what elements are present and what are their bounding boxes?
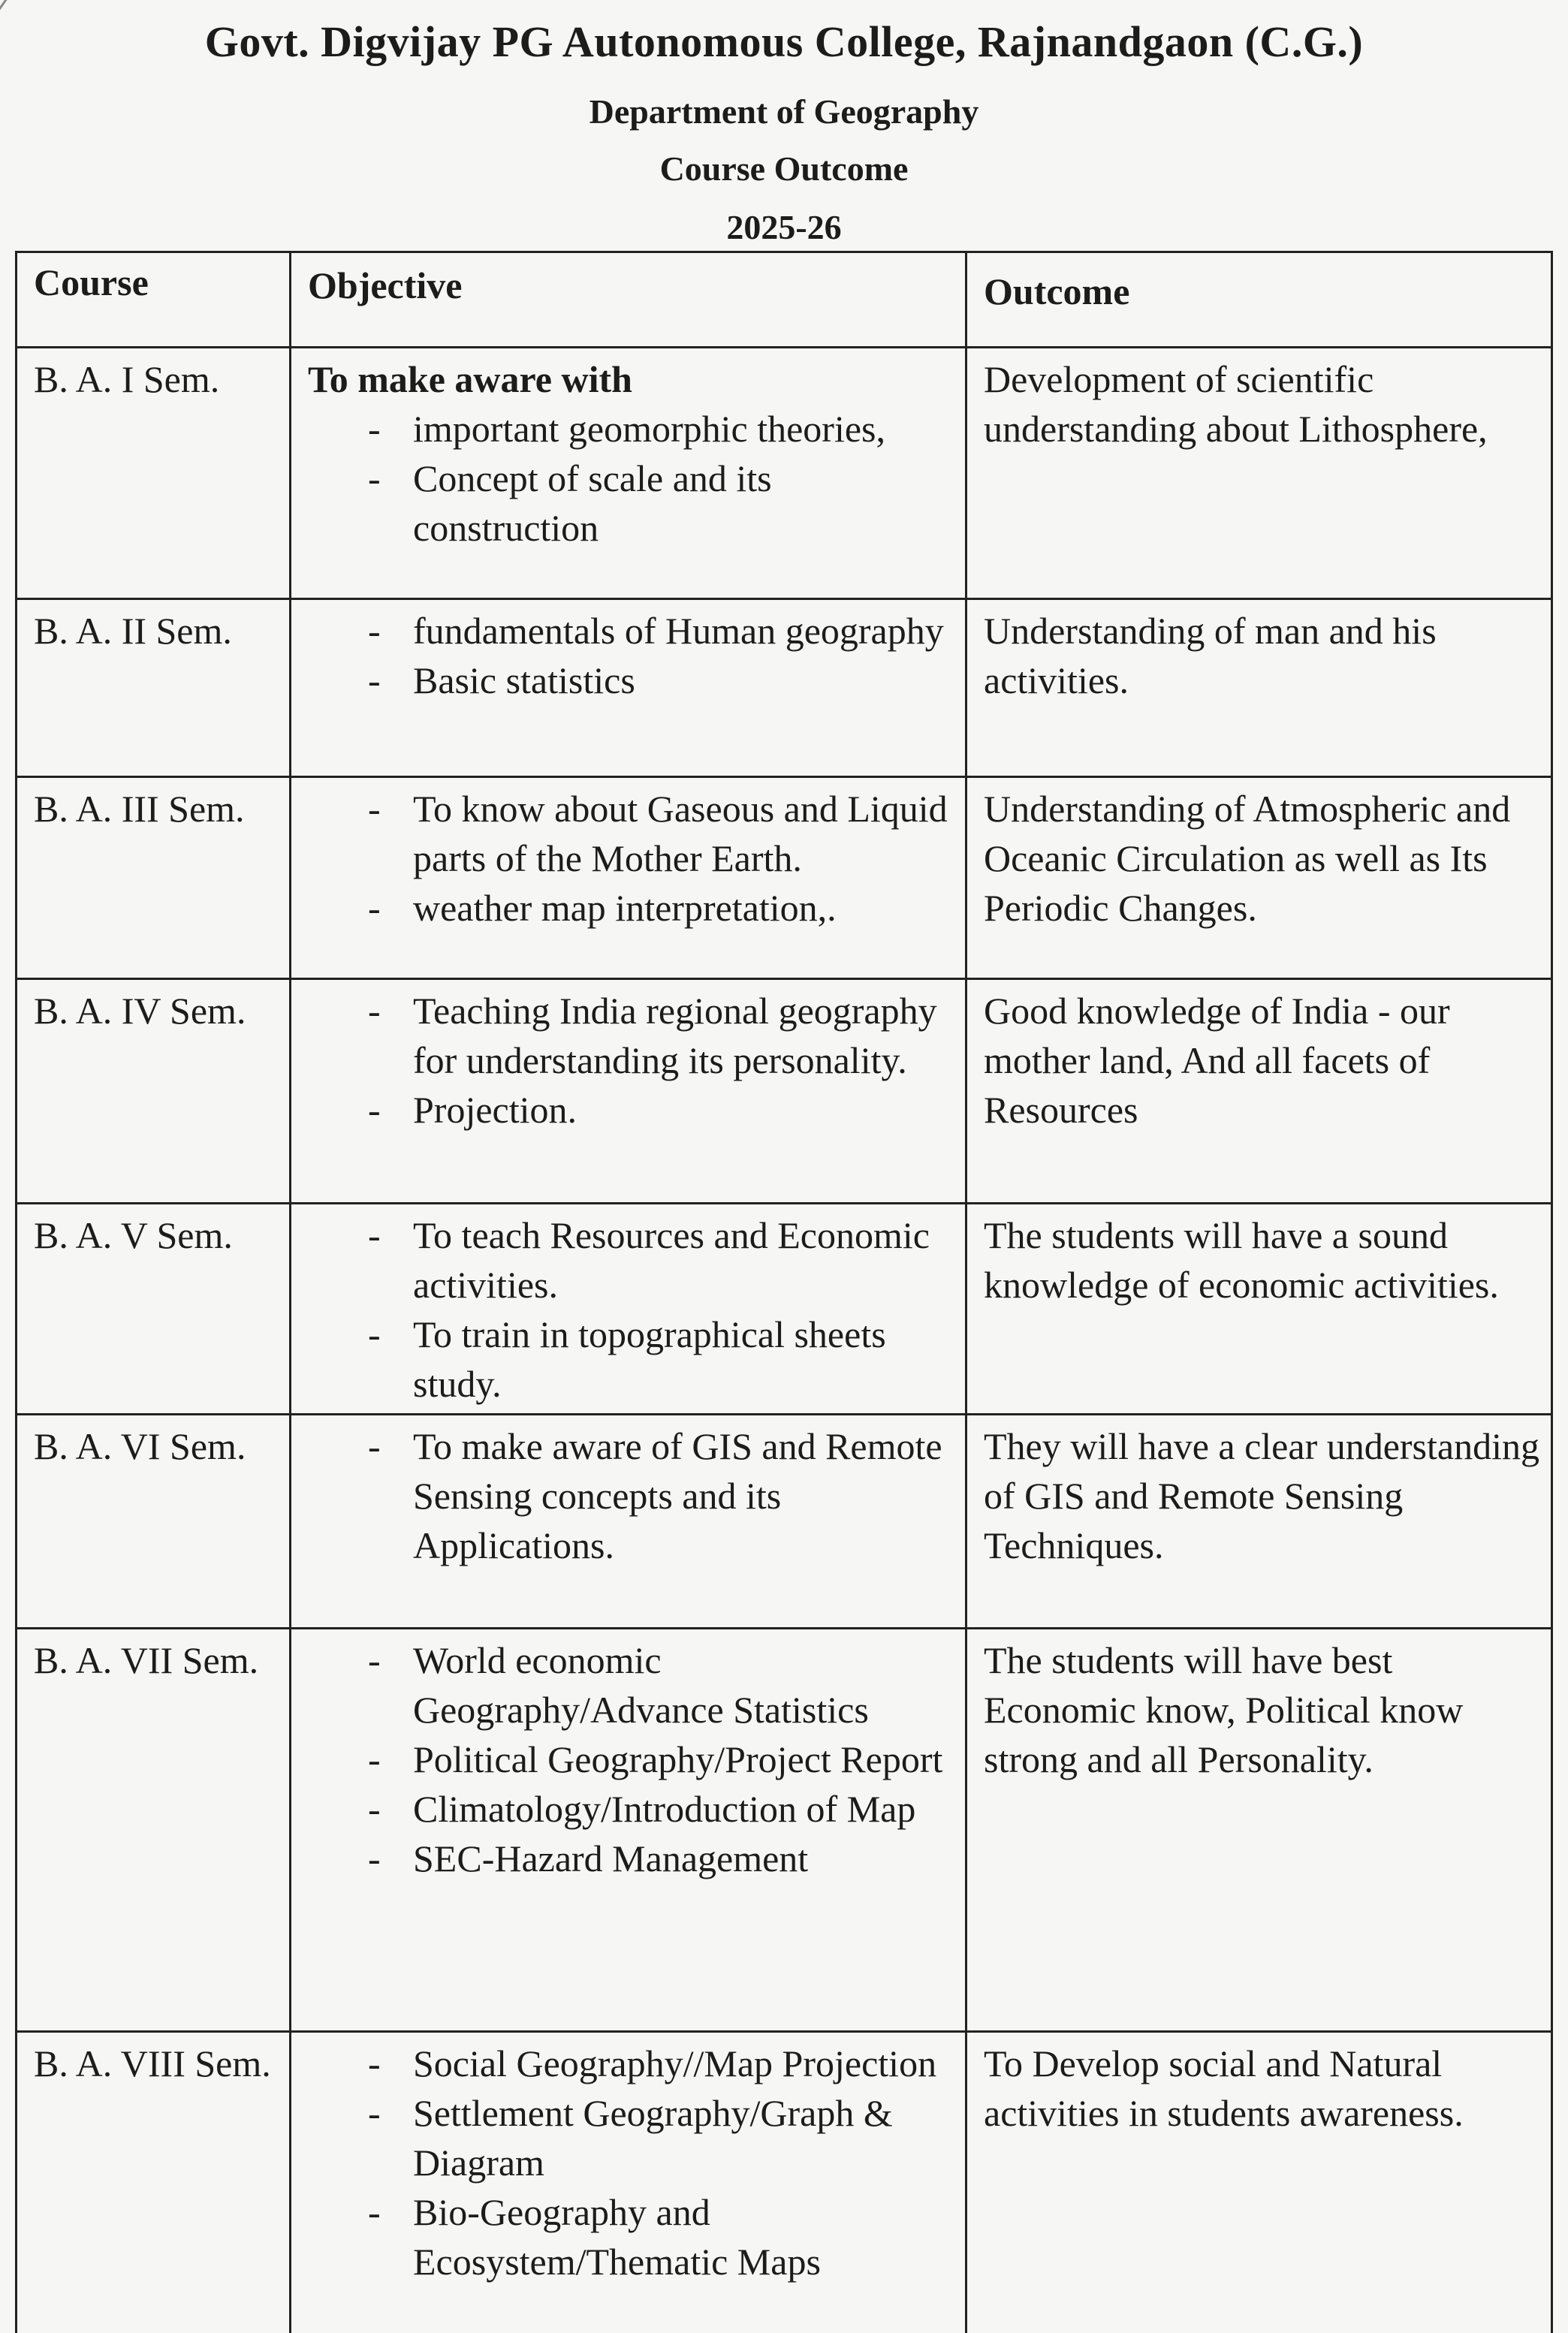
objective-heading: To make aware with <box>308 358 632 400</box>
objective-item: - Political Geography/Project Report <box>308 1735 954 1784</box>
objective-cell <box>291 1629 966 2032</box>
column-header-course: Course <box>17 252 291 348</box>
table-row <box>17 1204 1552 1415</box>
course-cell: B. A. IV Sem. <box>17 979 291 1204</box>
outcome-cell: Understanding of Atmospheric and Oceanic Circulation as well as Its Periodic Changes. <box>966 777 1552 979</box>
objective-item: - SEC-Hazard Management <box>308 1834 954 1883</box>
course-outcome-table <box>15 251 1553 2333</box>
objective-list <box>308 986 954 1135</box>
department-name: Department of Geography <box>589 92 979 131</box>
objective-item: - Concept of scale and its construction <box>308 454 954 553</box>
objective-item: - Settlement Geography/Graph & Diagram <box>308 2088 954 2187</box>
outcome-cell: To Develop social and Natural activities in students awareness. <box>966 2032 1552 2333</box>
academic-session: 2025-26 <box>726 208 842 246</box>
objective-item: - Social Geography//Map Projection <box>308 2039 954 2088</box>
course-cell: B. A. V Sem. <box>17 1204 291 1415</box>
table-row <box>17 777 1552 979</box>
course-cell: B. A. II Sem. <box>17 599 291 777</box>
objective-item: - Bio-Geography and Ecosystem/Thematic Maps <box>308 2187 954 2286</box>
objective-item: - weather map interpretation,. <box>308 883 954 933</box>
course-cell: B. A. VII Sem. <box>17 1629 291 2032</box>
objective-list <box>308 2039 954 2286</box>
column-header-objective: Objective <box>291 252 966 348</box>
objective-cell <box>291 1204 966 1415</box>
table-row <box>17 599 1552 777</box>
objective-list <box>308 784 954 933</box>
course-cell: B. A. I Sem. <box>17 348 291 599</box>
objective-item: - important geomorphic theories, <box>308 404 954 454</box>
course-cell: B. A. III Sem. <box>17 777 291 979</box>
table-row <box>17 348 1552 599</box>
outcome-cell: Understanding of man and his activities. <box>966 599 1552 777</box>
objective-cell <box>291 599 966 777</box>
objective-item: - fundamentals of Human geography <box>308 606 954 656</box>
table-row <box>17 1629 1552 2032</box>
objective-item: - Projection. <box>308 1085 954 1135</box>
objective-cell <box>291 979 966 1204</box>
objective-item: - Teaching India regional geography for understanding its personality. <box>308 986 954 1085</box>
outcome-cell: The students will have best Economic know, Political know strong and all Personality. <box>966 1629 1552 2032</box>
table-header-row <box>17 252 1552 348</box>
objective-item: - Climatology/Introduction of Map <box>308 1784 954 1834</box>
outcome-cell: They will have a clear understanding of GIS and Remote Sensing Techniques. <box>966 1415 1552 1629</box>
objective-item: - To know about Gaseous and Liquid parts of the Mother Earth. <box>308 784 954 883</box>
objective-list <box>308 1635 954 1883</box>
document-title: Course Outcome <box>659 149 909 188</box>
column-header-outcome: Outcome <box>966 252 1552 348</box>
objective-item: - World economic Geography/Advance Statistics <box>308 1635 954 1735</box>
objective-list <box>308 1210 954 1409</box>
outcome-cell: Development of scientific understanding about Lithosphere, <box>966 348 1552 599</box>
objective-item: - To teach Resources and Economic activities. <box>308 1210 954 1310</box>
objective-item: - To train in topographical sheets study. <box>308 1310 954 1409</box>
outcome-cell: The students will have a sound knowledge of economic activities. <box>966 1204 1552 1415</box>
objective-list <box>308 1421 954 1570</box>
table-row <box>17 979 1552 1204</box>
objective-list <box>308 606 954 705</box>
course-cell: B. A. VIII Sem. <box>17 2032 291 2333</box>
table-row <box>17 1415 1552 1629</box>
objective-cell <box>291 348 966 599</box>
objective-cell <box>291 2032 966 2333</box>
college-name: Govt. Digvijay PG Autonomous College, Rajnandgaon (C.G.) <box>204 17 1364 66</box>
course-cell: B. A. VI Sem. <box>17 1415 291 1629</box>
table-row <box>17 2032 1552 2333</box>
objective-cell <box>291 777 966 979</box>
objective-item: - Basic statistics <box>308 656 954 705</box>
objective-list <box>308 404 954 553</box>
objective-item: - To make aware of GIS and Remote Sensing concepts and its Applications. <box>308 1421 954 1570</box>
objective-cell <box>291 1415 966 1629</box>
outcome-cell: Good knowledge of India - our mother land, And all facets of Resources <box>966 979 1552 1204</box>
